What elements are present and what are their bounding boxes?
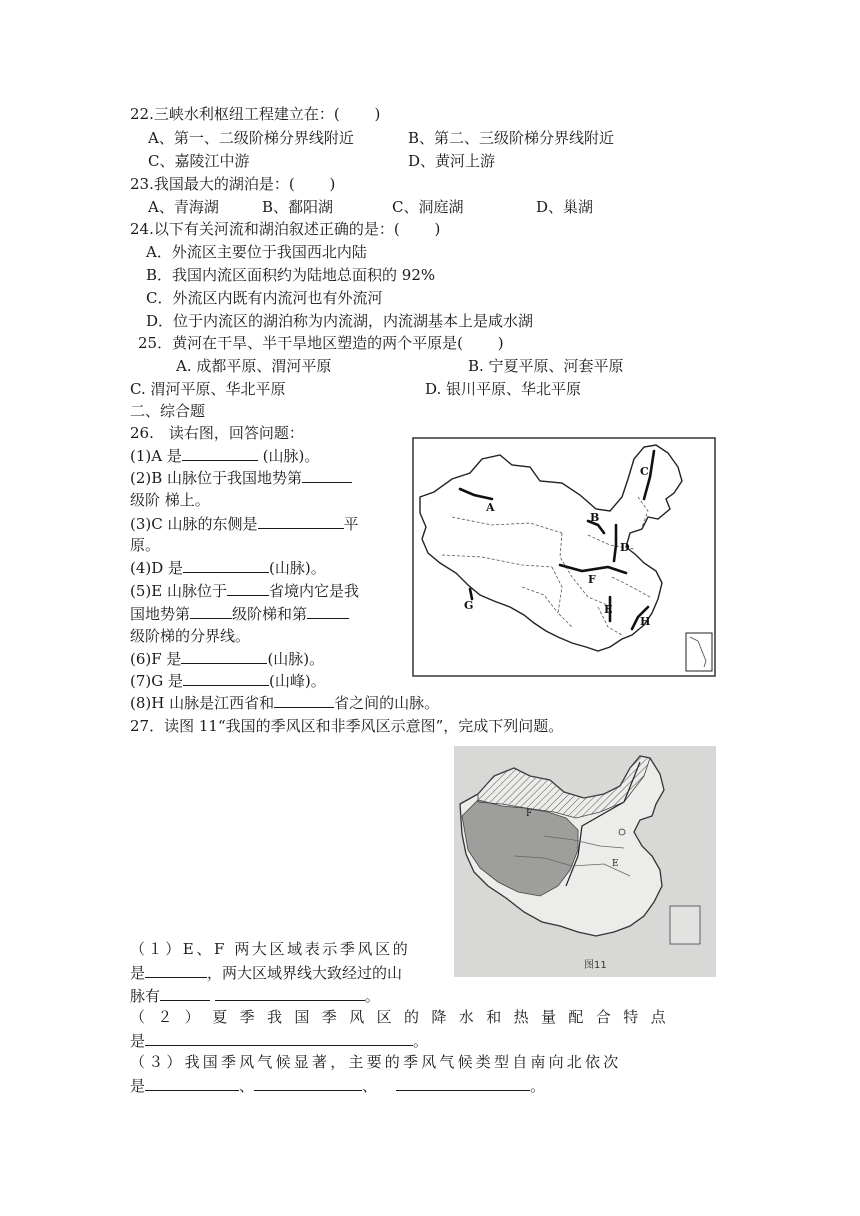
map-label-h: H (640, 615, 651, 628)
answer-blank[interactable] (145, 962, 207, 978)
q24-option-a: A．外流区主要位于我国西北内陆 (146, 243, 367, 261)
answer-blank[interactable] (181, 648, 267, 664)
answer-blank[interactable] (182, 445, 258, 461)
answer-blank[interactable] (160, 985, 210, 1001)
q26-text: (6)F 是 (130, 650, 182, 668)
q26-text: (山峰)。 (269, 672, 326, 690)
q26-text: 国地势第 (130, 605, 191, 623)
q26-text: (山脉)。 (269, 559, 326, 577)
q26-text: (3)C 山脉的东侧是 (130, 515, 258, 533)
q25-option-b: B. 宁夏平原、河套平原 (468, 357, 624, 375)
map-label-e: E (604, 603, 613, 616)
figure-11-monsoon-map (454, 746, 716, 977)
q24-option-c: C．外流区内既有内流河也有外流河 (146, 289, 383, 307)
q27-text: 脉有 (130, 987, 161, 1005)
q27-text: 是 (130, 964, 146, 982)
q26-text: (5)E 山脉位于 (130, 582, 227, 600)
q26-text: (7)G 是 (130, 672, 183, 690)
q23-option-d: D、巢湖 (536, 198, 594, 216)
q25-option-a: A. 成都平原、渭河平原 (176, 357, 332, 375)
q23-option-a: A、青海湖 (148, 198, 219, 216)
answer-blank[interactable] (254, 1075, 362, 1091)
answer-blank[interactable] (307, 603, 349, 619)
answer-blank[interactable] (302, 467, 352, 483)
q25-option-c: C. 渭河平原、华北平原 (130, 380, 286, 398)
answer-blank[interactable] (396, 1075, 530, 1091)
map-label-f: F (588, 573, 596, 586)
q27-text: 。 (530, 1077, 546, 1095)
q24-stem: 24.以下有关河流和湖泊叙述正确的是：( ) (130, 220, 441, 238)
q25-option-d: D. 银川平原、华北平原 (425, 380, 582, 398)
q27-text: ，两大区域界线大致经过的山 (207, 964, 403, 982)
figure-south-sea-inset (670, 906, 700, 944)
q26-text: 省之间的山脉。 (334, 694, 440, 712)
q26-line-3: 级阶 梯上。 (130, 491, 210, 509)
china-mountains-map (412, 437, 716, 677)
figure-caption: 图11 (584, 960, 607, 971)
answer-blank[interactable] (215, 985, 365, 1001)
answer-blank[interactable] (258, 513, 344, 529)
q23-stem: 23.我国最大的湖泊是：( ) (130, 175, 336, 193)
section-heading: 二、综合题 (130, 402, 206, 420)
q27-part2-line1: （２）夏季我国季风区的降水和热量配合特点 (130, 1008, 679, 1026)
q27-text: 。 (364, 987, 380, 1005)
q22-option-d: D、黄河上游 (408, 152, 496, 170)
q27-part3-line2 (130, 1075, 545, 1096)
q26-text: 级阶梯和第 (232, 605, 308, 623)
q26-text: 平 (343, 515, 359, 533)
q26-text: (山脉)。 (267, 650, 325, 668)
q27-part1-line3 (130, 985, 380, 1006)
q26-line-7 (130, 580, 359, 601)
q27-stem: 27．读图 11“我国的季风区和非季风区示意图”，完成下列问题。 (130, 717, 564, 735)
q26-text: (8)H 山脉是江西省和 (130, 694, 275, 712)
q22-option-c: C、嘉陵江中游 (148, 152, 250, 170)
q27-part3-line1: （３）我国季风气候显著，主要的季风气候类型自南向北依次 (130, 1053, 622, 1071)
q26-text: (4)D 是 (130, 559, 184, 577)
q26-text: (2)B 山脉位于我国地势第 (130, 469, 303, 487)
q22-stem: 22.三峡水利枢纽工程建立在：( ) (130, 105, 381, 123)
q26-text: 省境内它是我 (268, 582, 359, 600)
q23-option-b: B、鄱阳湖 (262, 198, 334, 216)
figure-label-e: E (612, 859, 619, 869)
q26-line-5: 原。 (130, 536, 161, 554)
q26-line-8 (130, 603, 349, 624)
q26-text: (山脉)。 (262, 447, 320, 465)
q22-option-a: A、第一、二级阶梯分界线附近 (148, 129, 354, 147)
figure-label-f: F (526, 809, 533, 819)
q26-line-2 (130, 467, 352, 488)
q26-line-1 (130, 445, 319, 466)
q27-text: 是 (130, 1032, 146, 1050)
map-label-c: C (640, 465, 649, 478)
answer-blank[interactable] (183, 670, 269, 686)
q24-option-b: B．我国内流区面积约为陆地总面积的 92% (146, 266, 436, 284)
q27-text: 。 (413, 1032, 429, 1050)
q26-line-9: 级阶梯的分界线。 (130, 627, 251, 645)
answer-blank[interactable] (227, 580, 269, 596)
answer-blank[interactable] (145, 1030, 413, 1046)
q26-line-12 (130, 692, 439, 713)
map-label-b: B (590, 511, 600, 524)
map-label-d: D (620, 541, 630, 554)
answer-blank[interactable] (274, 692, 334, 708)
map-label-g: G (464, 599, 474, 612)
q27-text: 是 (130, 1077, 146, 1095)
q24-option-d: D．位于内流区的湖泊称为内流湖，内流湖基本上是咸水湖 (146, 312, 534, 330)
q27-text: 、 (362, 1077, 378, 1095)
q27-part1-line1: （１）E、F 两大区域表示季风区的 (130, 940, 411, 958)
q26-line-10 (130, 648, 324, 669)
q23-option-c: C、洞庭湖 (392, 198, 464, 216)
q27-part2-line2 (130, 1030, 428, 1051)
map-label-a: A (486, 501, 495, 514)
q25-stem: 25．黄河在干旱、半干旱地区塑造的两个平原是( ) (138, 334, 504, 352)
q27-part1-line2 (130, 962, 402, 983)
answer-blank[interactable] (145, 1075, 239, 1091)
q26-line-11 (130, 670, 326, 691)
q26-text: (1)A 是 (130, 447, 182, 465)
answer-blank[interactable] (190, 603, 232, 619)
q22-option-b: B、第二、三级阶梯分界线附近 (408, 129, 615, 147)
q26-line-6 (130, 557, 326, 578)
q27-text: 、 (239, 1077, 255, 1095)
answer-blank[interactable] (183, 557, 269, 573)
q26-stem: 26. 读右图，回答问题： (130, 424, 304, 442)
q26-line-4 (130, 513, 359, 534)
south-sea-inset (686, 633, 712, 671)
